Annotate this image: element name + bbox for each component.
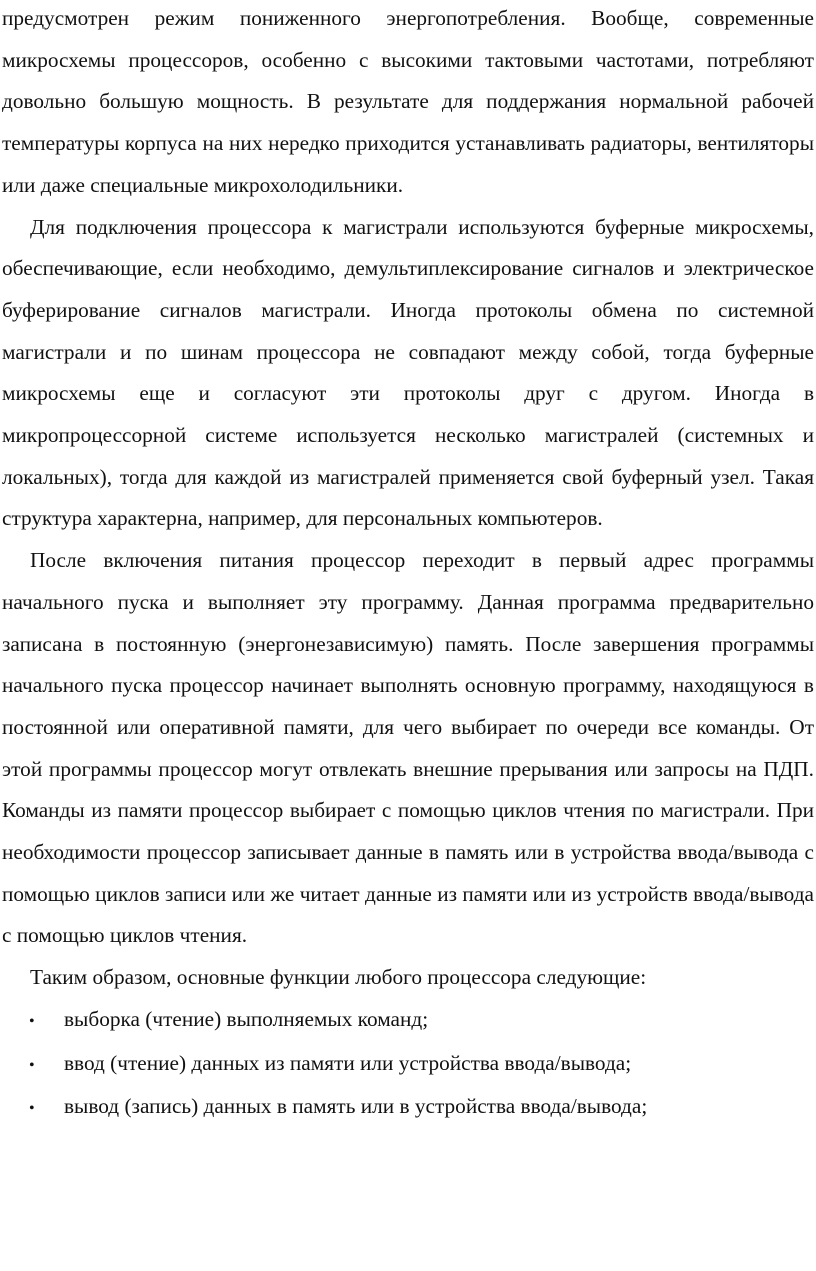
functions-list <box>2 999 814 1130</box>
list-item <box>2 1043 814 1087</box>
paragraph-buffer-circuits: Для подключения процессора к магистрали используются буферные микросхемы, обеспечивающие, если необходимо, демультиплексирование сигналов и электрическое буферирование сигналов магистрали. Иногда протоколы обмена по системной магистрали и по шинам процессора не совпадают между собой, тогда буферные микросхемы еще и согласуют эти протоколы друг с другом. Иногда в микропроцессорной системе используется несколько магистралей (системных и локальных), тогда для каждой из магистралей применяется свой буферный узел. Такая структура характерна, например, для персональных компьютеров. <box>2 214 814 531</box>
paragraph-functions-intro: Таким образом, основные функции любого процессора следующие: <box>30 965 647 990</box>
paragraph-power-consumption: предусмотрен режим пониженного энергопотребления. Вообще, современные микросхемы процессоров, особенно с высокими тактовыми частотами, потребляют довольно большую мощность. В результате для поддержания нормальной рабочей температуры корпуса на них нередко приходится устанавливать радиаторы, вентиляторы или даже специальные микрохолодильники. <box>2 6 814 197</box>
paragraph-startup-program: После включения питания процессор переходит в первый адрес программы начального пуска и выполняет эту программу. Данная программа предварительно записана в постоянную (энергонезависимую) память. После завершения программы начального пуска процессор начинает выполнять основную программу, находящуюся в постоянной или оперативной памяти, для чего выбирает по очереди все команды. От этой программы процессор могут отвлекать внешние прерывания или запросы на ПДП. Команды из памяти процессор выбирает с помощью циклов чтения по магистрали. При необходимости процессор записывает данные в память или в устройства ввода/вывода с помощью циклов записи или же читает данные из памяти или из устройств ввода/вывода с помощью циклов чтения. <box>2 548 814 948</box>
list-item-text: выборка (чтение) выполняемых команд; <box>64 1006 429 1031</box>
list-item <box>2 1086 814 1130</box>
bullet-dot-icon: • <box>29 1100 35 1118</box>
list-item <box>2 999 814 1043</box>
list-item-text: ввод (чтение) данных из памяти или устройства ввода/вывода; <box>64 1050 632 1075</box>
bullet-dot-icon: • <box>29 1012 35 1030</box>
list-item-text: вывод (запись) данных в память или в устройства ввода/вывода; <box>64 1094 648 1119</box>
bullet-dot-icon: • <box>29 1056 35 1074</box>
